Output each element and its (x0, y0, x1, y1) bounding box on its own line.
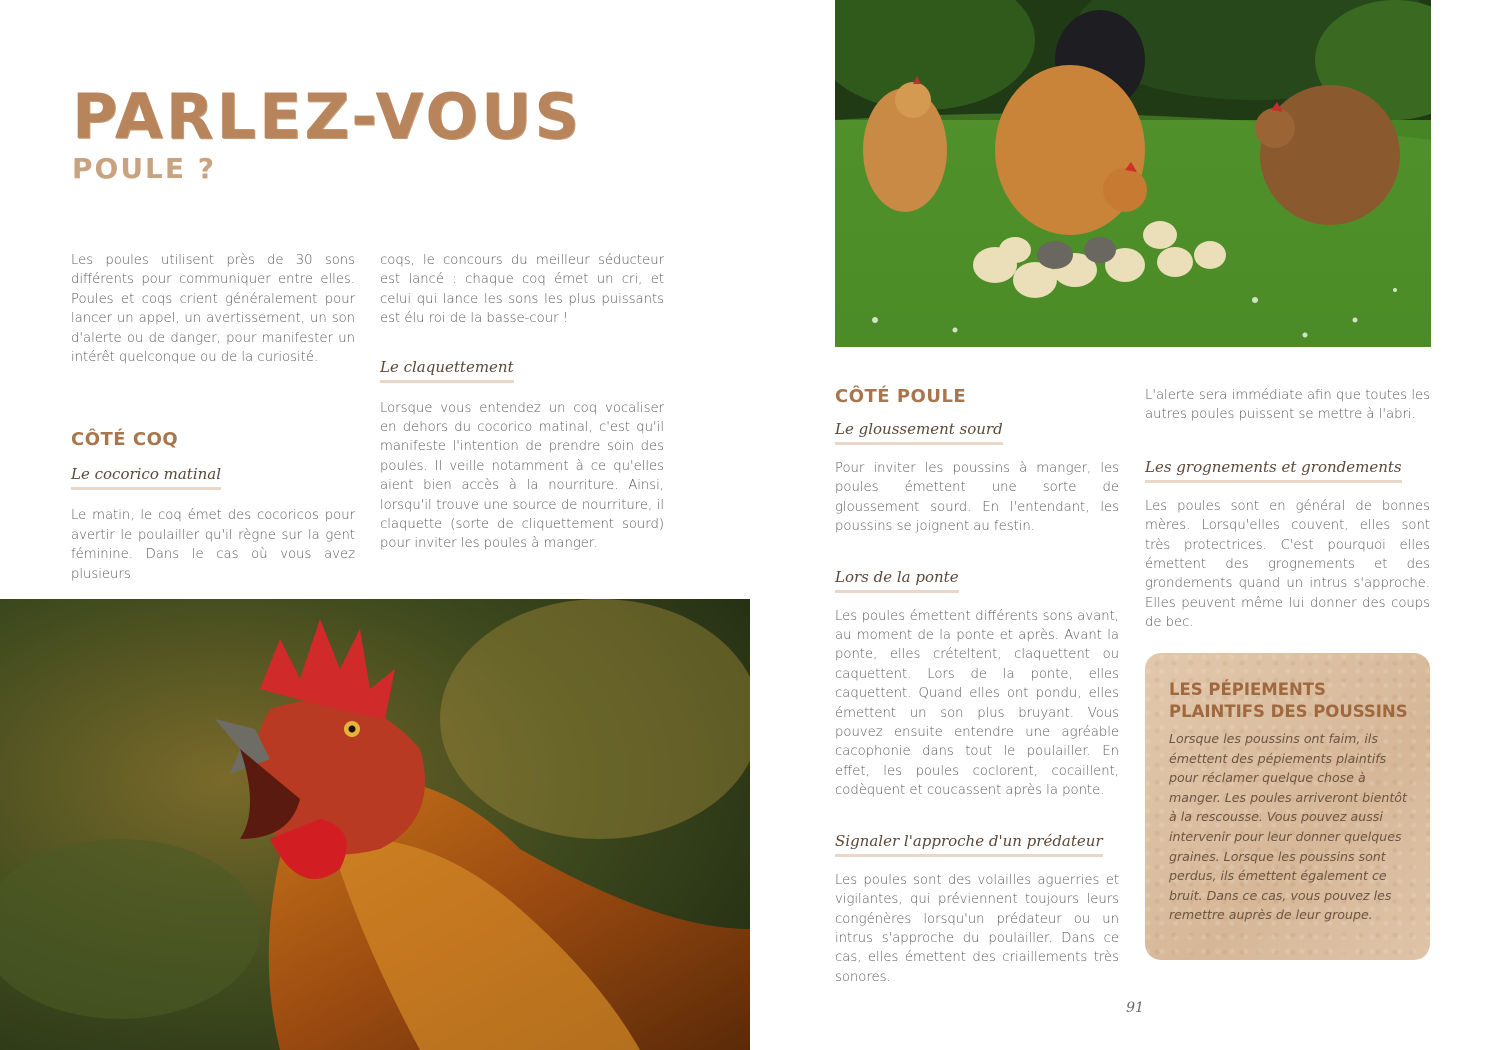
rooster-crowing-photo (0, 599, 750, 1050)
page-title: PARLEZ-VOUS (72, 80, 583, 153)
claquettement-paragraph: Lorsque vous entendez un coq vocaliser en dehors du cocorico matinal, c'est qu'il manifeste l'intention de prendre soin des poules. Il veille notamment à ce qu'elles aient bien accès à la nourriture. Ainsi, lorsqu'il trouve une source de nourriture, il claquette (sorte de cliquettement sourd) pour inviter les poules à manger. (380, 400, 664, 552)
predateur-continued-paragraph: L'alerte sera immédiate afin que toutes les autres poules puissent se mettre à l'abri. (1145, 388, 1430, 423)
heading-claquettement: Le claquettement (380, 358, 514, 383)
intro-paragraph: Les poules utilisent près de 30 sons différents pour communiquer entre elles. Poules et coqs crient généralement pour lancer un appel, un avertissement, un son d'alerte ou de danger, pour manifester un intérêt quelconque ou de la curiosité. (71, 253, 355, 366)
grognements-paragraph: Les poules sont en général de bonnes mères. Lorsqu'elles couvent, elles sont très protectrices. C'est pourquoi elles émettent des grognements et des grondements quand un intrus s'approche. Elles peuvent même lui donner des coups de bec. (1145, 498, 1430, 631)
heading-ponte: Lors de la ponte (835, 568, 959, 593)
heading-predateur: Signaler l'approche d'un prédateur (835, 832, 1103, 857)
predateur-paragraph: Les poules sont des volailles aguerries et vigilantes, qui préviennent toujours leurs congénères lorsqu'un prédateur ou un intrus s'approche du poulailler. Dans ce cas, elles émettent des criaillements très sonores. (835, 872, 1119, 985)
cocorico-paragraph: Le matin, le coq émet des cocoricos pour avertir le poulailler qu'il règne sur la gent féminine. Dans le cas où vous avez plusieurs (71, 508, 355, 582)
section-cote-coq: CÔTÉ COQ (71, 429, 179, 451)
heading-cocorico: Le cocorico matinal (71, 465, 221, 490)
column-right-2 (1145, 386, 1430, 633)
heading-grognements: Les grognements et grondements (1145, 458, 1402, 483)
sidebar-box-pepiements (1145, 653, 1430, 960)
heading-gloussement: Le gloussement sourd (835, 420, 1003, 445)
column-left-1 (71, 251, 355, 584)
page-number: 91 (1126, 1000, 1144, 1016)
sidebar-box-text: Lorsque les poussins ont faim, ils émettent des pépiements plaintifs pour réclamer quelque chose à manger. Les poules arriveront bientôt à la rescousse. Vous pouvez aussi intervenir pour leur donner quelques graines. Lorsque les poussins sont perdus, ils émettent également ce bruit. Dans ce cas, vous pouvez les remettre auprès de leur groupe. (1169, 731, 1407, 923)
column-right-1 (835, 386, 1119, 987)
page-subtitle: POULE ? (72, 152, 217, 185)
hens-with-chicks-photo (835, 0, 1431, 347)
sidebar-box-title: LES PÉPIEMENTS PLAINTIFS DES POUSSINS (1169, 680, 1408, 721)
gloussement-paragraph: Pour inviter les poussins à manger, les poules émettent une sorte de gloussement sourd. En l'entendant, les poussins se joignent au festin. (835, 461, 1119, 535)
cocorico-continued-paragraph: coqs, le concours du meilleur séducteur est lancé : chaque coq émet un cri, et celui qui lance les sons les plus puissants est élu roi de la basse-cour ! (380, 253, 664, 327)
column-left-2 (380, 251, 664, 554)
ponte-paragraph: Les poules émettent différents sons avant, au moment de la ponte et après. Avant la ponte, elles crételtent, claquettent ou caquettent. Lors de la ponte, elles caquettent. Quand elles ont pondu, elles émettent un son plus bruyant. Vous pouvez ensuite entendre une agréable cacophonie dans tout le poulailler. En effet, les poules coclorent, cocaillent, codèquent et coucassent après la ponte. (835, 608, 1119, 799)
section-cote-poule: CÔTÉ POULE (835, 386, 967, 407)
